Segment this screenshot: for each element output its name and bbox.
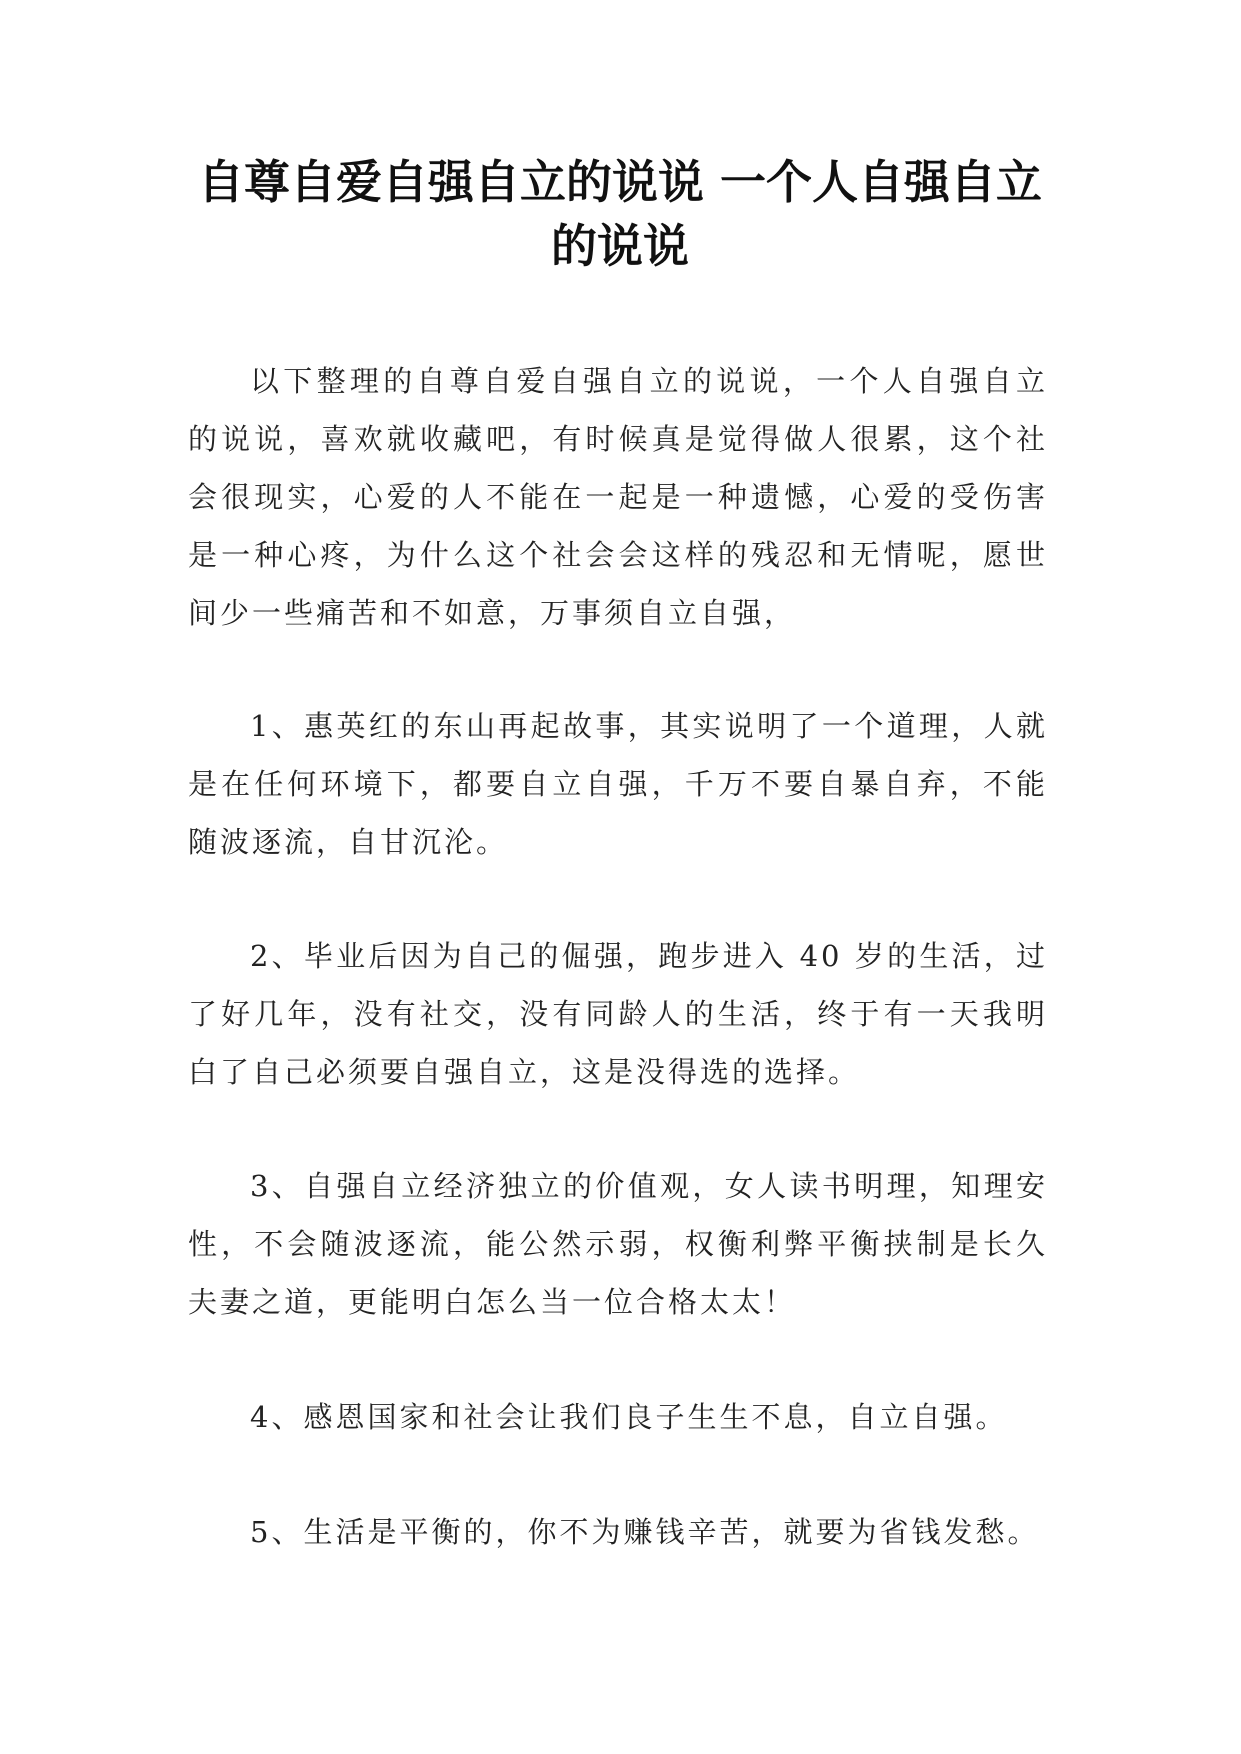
intro-paragraph: 以下整理的自尊自爱自强自立的说说，一个人自强自立的说说，喜欢就收藏吧，有时候真是觉得做人很累，这个社会很现实，心爱的人不能在一起是一种遗憾，心爱的受伤害是一种心疼，为什么这个社会会这样的残忍和无情呢，愿世间少一些痛苦和不如意，万事须自立自强， [188, 364, 1048, 630]
quote-paragraph-1: 1、惠英红的东山再起故事，其实说明了一个道理，人就是在任何环境下，都要自立自强，千万不要自暴自弃，不能随波逐流，自甘沉沦。 [188, 709, 1048, 859]
document-title: 自尊自爱自强自立的说说 一个人自强自立的说说 [197, 155, 1042, 273]
quote-paragraph-5: 5、生活是平衡的，你不为赚钱辛苦，就要为省钱发愁。 [250, 1515, 1040, 1549]
quote-paragraph-2: 2、毕业后因为自己的倔强，跑步进入 40 岁的生活，过了好几年，没有社交，没有同龄人的生活，终于有一天我明白了自己必须要自强自立，这是没得选的选择。 [188, 939, 1048, 1089]
quote-paragraph-3: 3、自强自立经济独立的价值观，女人读书明理，知理安性，不会随波逐流，能公然示弱，权衡利弊平衡挟制是长久夫妻之道，更能明白怎么当一位合格太太！ [188, 1169, 1048, 1319]
quote-paragraph-4: 4、感恩国家和社会让我们良子生生不息，自立自强。 [250, 1400, 1008, 1434]
